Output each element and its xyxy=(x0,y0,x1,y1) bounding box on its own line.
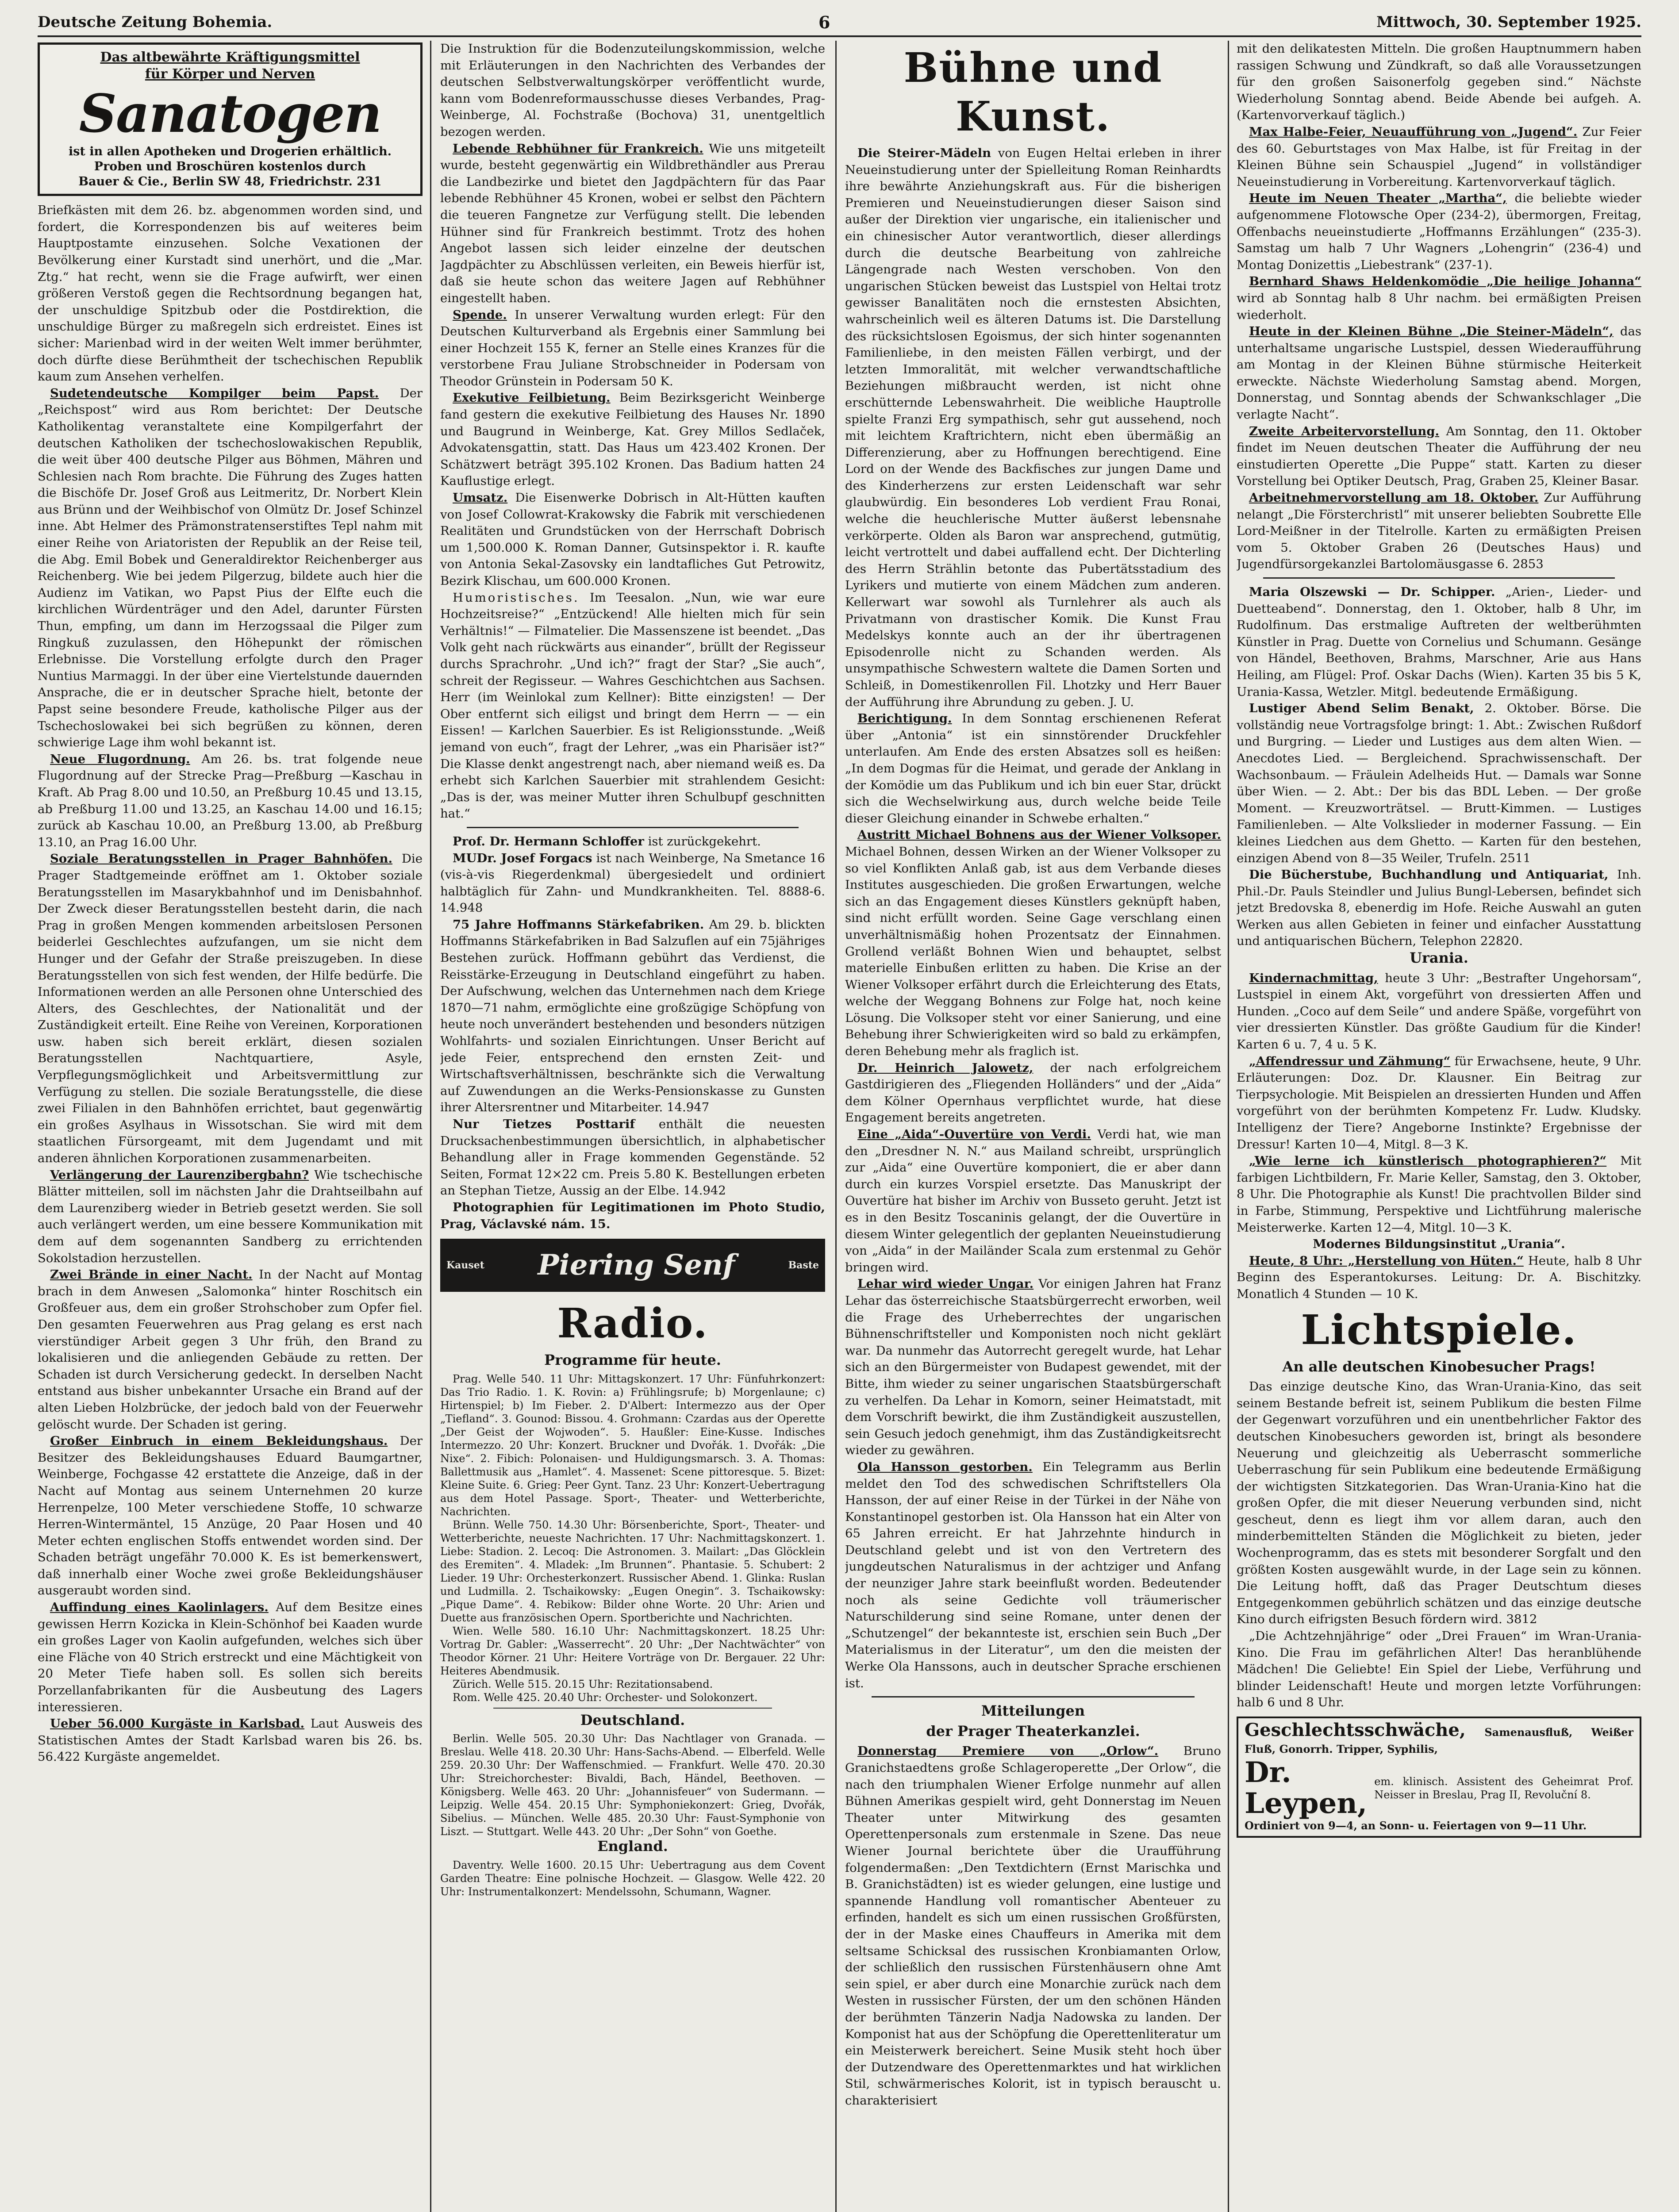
article-text: Am Sonntag, den 11. Oktober findet im Neuen deutschen Theater die Aufführung der neu einstudierten Operette „Die Puppe“ statt. Karten zu dieser Vorstellung bei Optiker Deutsch, Prag, Graben 25, Kleiner Basar. xyxy=(1237,424,1641,488)
article-text: In der Nacht auf Montag brach in dem Anwesen „Salomonka“ hinter Roschitsch ein Großfeuer aus, dem ein großer Strohschober zum Opfer fiel. Den gesamten Feuerwehren aus Prag gelang es erst nach vierstündiger Arbeit gegen 3 Uhr früh, den Brand zu lokalisieren und die anliegenden Gebäude zu retten. Der Schaden ist durch Versicherung gedeckt. In derselben Nacht entstand aus bisher unbekannter Ursache ein Brand auf der alten Lieben Holzbrücke, der jedoch bald von der Feuerwehr gelöscht wurde. Der Schaden ist gering. xyxy=(38,1267,423,1432)
article-text: Wie uns mitgeteilt wurde, besteht gegenwärtig ein Wildbrethändler aus Prerau die Landbezirke und bietet den Jagdpächtern für das Paar lebende Rebhühner 45 Kronen, wobei er selbst den Pächtern die teueren Fangnetze zur Verfügung stellt. Die lebenden Hühner sind für Frankreich bestimmt. Trotz des hohen Angebot lassen sich leider einzelne der deutschen Jagdpächter zu Abschlüssen verleiten, ein Beweis hierfür ist, daß sie heute schon das weitere Jagen auf Rebhühner eingestellt haben. xyxy=(440,141,825,305)
notice-heading: MUDr. Josef Forgacs xyxy=(453,851,592,865)
article-text: Die Instruktion für die Bodenzuteilungskommission, welche mit Erläuterungen in den Nachrichten des Verbandes der deutschen Selbstverwaltungskörper veröffentlicht wurde, kann vom Bodenreformausschusse dieses Verbandes, Prag-Weinberge, Al. Fochstraße (Bochova) 31, unentgeltlich bezogen werden. xyxy=(440,42,825,139)
article-heading: Verlängerung der Laurenzibergbahn? xyxy=(50,1167,309,1182)
column-rule xyxy=(835,41,837,2212)
article-text: Laut Ausweis des Statistischen Amtes der Stadt Karlsbad waren bis 26. bs. 56.422 Kurgäste angemeldet. xyxy=(38,1717,423,1764)
article-heading: Sudetendeutsche Kompilger beim Papst. xyxy=(50,386,379,400)
theater-notices-title: Mitteilungen xyxy=(981,1702,1085,1720)
article-text: die beliebte wieder aufgenommene Flotowsche Oper (234-2), übermorgen, Freitag, Offenbachs neueinstudierte „Hoffmanns Erzählungen“ (235-3). Samstag um halb 7 Uhr Wagners „Lohengrin“ (236-4) und Montag Donizettis „Liebestrank“ (237-1). xyxy=(1237,191,1641,272)
article-heading: Neue Flugordnung. xyxy=(50,752,190,766)
section-title-lichtspiele: Lichtspiele. xyxy=(1301,1306,1577,1354)
section-separator xyxy=(1263,577,1615,579)
article-text: wird ab Sonntag halb 8 Uhr nachm. bei ermäßigten Preisen wiederholt. xyxy=(1237,291,1641,322)
cinema-text-body: Das einzige deutsche Kino, das Wran-Urania-Kino, das seit seinem Bestande befreit ist, seinem Publikum die besten Filme der Gegenwart vorzuführen und ein unentbehrlicher Faktor des deutschen Kinobesuchers geworden ist, bringt als besondere Neuerung und gleichzeitig als Ueberrascht sommerliche Ueberraschung für sein Publikum eine bedeutende Ermäßigung der wichtigsten Sitzkategorien. Das Wran-Urania-Kino hat die großen Opfer, die mit dieser Neuerung verbunden sind, nicht gescheut, denn es liegt ihm vor allem daran, auch den minderbemittelten Ständen die Möglichkeit zu bieten, jeder Wochenprogramm, das es stets mit besonderer Sorgfalt und den größten Kosten ausgewählt wurde, in der Lage sein zu können. Die Leitung hofft, daß das Prager Deutschtum dieses Entgegenkommen gebührlich schätzen und das einzige deutsche Kino durch eifrigsten Besuch fördern wird. xyxy=(1237,1379,1641,1627)
leypen-ad-body xyxy=(1245,1757,1633,1819)
article-heading: Ueber 56.000 Kurgäste in Karlsbad. xyxy=(50,1717,305,1731)
article-text: das unterhaltsame ungarische Lustspiel, dessen Wiederaufführung am Montag in der Kleinen Bühne stürmische Heiterkeit erweckte. Nächste Wiederholung Samstag abend. Morgen, Donnerstag, und Sonntag abends der Schwankschlager „Die verlagte Nacht“. xyxy=(1237,324,1641,422)
article-text: Ein Telegramm aus Berlin meldet den Tod des schwedischen Schriftstellers Ola Hansson, der auf einer Reise in der Türkei in der Nähe von Konstantinopel gestorben ist. Ola Hansson hat ein Alter von 65 Jahren erreicht. Er hat Jahrzehnte hindurch in Deutschland gelebt und ist von den Vertretern des jungdeutschen Naturalismus in der achtziger und Anfang der neunziger Jahre stark beeinflußt worden. Bedeutender noch als seine Gedichte voll träumerischer Naturschilderung sind seine Romane, unter denen der „Schutzengel“ der bekannteste ist, erschien sein Buch „Der Materialismus in der Literatur“, um den die meisten der Werke Ola Hanssons, auch in deutscher Sprache erschienen ist. xyxy=(845,1459,1221,1690)
article-heading: Heute in der Kleinen Bühne „Die Steiner-Mädeln“, xyxy=(1249,324,1614,339)
article-heading: Spende. xyxy=(453,307,507,322)
article-text: von Eugen Heltai erleben in ihrer Neueinstudierung unter der Spielleitung Roman Reinhardts ihre bewährte Anziehungskraft aus. Für die bisherigen Premieren und Neueinstudierungen dieser Saison sind außer der Direktion vier ungarische, ein italienischer und ein chinesischer Autor verantwortlich, dieser allerdings durch die deutsche Bearbeitung von zahlreiche Längengrade nach Westen verschoben. Von den ungarischen Stücken beweist das Lustspiel von Heltai trotz gewisser Banalitäten noch die ernstesten Absichten, wahrscheinlich weil es älteren Datums ist. Die Darstellung des rücksichtslosen Egoismus, der sich hinter sogenannten Familienliebe, in den meisten Fällen verbirgt, und der letzten Immoralität, mit welcher verwandtschaftliche Beziehungen mißbraucht werden, ist nicht ohne erschütternde Lebenswahrheit. Die weibliche Hauptrolle spielte Franzi Erg sympathisch, sehr gut aussehend, noch mit leichtem Kraftrichtern, nicht eben übermäßig an Differenzierung, aber zu Hoffnungen berechtigend. Eine Lord on der Wende des Backfisches zur jungen Dame und des Kinderherzens zur ersten Leidenschaft war sehr glaubwürdig. Ein besonderes Lob verdient Frau Ronai, welche die heuchlerische Mutter äußerst lebensnahe verkörperte. Olden als Baron war ansprechend, gutmütig, leicht vertrottelt und dabei auffallend echt. Der Dichterling des Herrn Strählin betonte das Pubertätsstadium des Lyrikers und mutierte von einem Mädchen zum anderen. Kellerwart war sowohl als Turnlehrer als auch als Privatmann von drastischer Komik. Die Kunst Frau Medelskys konnte auch an der ihr übertragenen Episodenrolle nicht zu Schanden werden. Als unsympathische Schwestern waltete die Damen Sorten und Schleiß, in Domestikenrollen Fil. Lhotzky und Herr Bauer der Aufführung ihre Abrundung zu geben. J. U. xyxy=(845,146,1221,709)
event-heading: Kindernachmittag, xyxy=(1249,971,1378,985)
article-text: In dem Sonntag erschienenen Referat über „Antonia“ ist ein sinnstörender Druckfehler unterlaufen. Am Ende des ersten Absatzes soll es heißen: „In dem Dogmas für die Heimat, und gerade der Anklang in der Komödie um das Publikum und ich bin euer Star, drückt sich die Wechselwirkung aus, durch welche beide Teile dieser Gleichung einander in Schwebe erhalten.“ xyxy=(845,711,1221,826)
sanatogen-ad xyxy=(38,42,423,196)
notice-text: ist zurückgekehrt. xyxy=(648,834,761,849)
event-text: Mit farbigen Lichtbildern, Fr. Marie Keller, Samstag, den 3. Oktober, 8 Uhr. Die Photographie als Kunst! Die prachtvollen Bilder sind in Farbe, Stimmung, Perspektive und Lichtführung malerische Meisterwerke. Karten 12—4, Mitgl. 10—3 K. xyxy=(1237,1154,1641,1235)
notice-number: 14.948 xyxy=(440,901,483,915)
radio-program: Wien. Welle 580. 16.10 Uhr: Nachmittagskonzert. 18.25 Uhr: Vortrag Dr. Gabler: „Wasserrecht“. 20 Uhr: „Der Nachtwächter“ von Theodor Körner. 21 Uhr: Heitere Vorträge von Dr. Bergauer. 22 Uhr: Heiteres Abendmusik. xyxy=(440,1624,825,1677)
article-heading: Zwei Brände in einer Nacht. xyxy=(50,1267,253,1282)
event-heading: Heute, 8 Uhr: „Herstellung von Hüten.“ xyxy=(1249,1253,1524,1268)
notice-number: 3812 xyxy=(1506,1612,1537,1627)
notice-heading: Prof. Dr. Hermann Schloffer xyxy=(453,834,644,849)
page-number: 6 xyxy=(818,12,830,32)
article-heading: Ola Hansson gestorben. xyxy=(857,1459,1033,1474)
article-text: mit den delikatesten Mitteln. Die großen Hauptnummern haben rassigen Schwung und Zündkraft, so daß alle Voraussetzungen für den großen Saisonerfolg gegeben sind.“ Nächste Wiederholung Sonntag abend. Beide Abende bei aufgeh. A. (Kartenvorverkauf täglich.) xyxy=(1237,42,1641,123)
section-separator xyxy=(467,827,799,828)
article-text: Im Teesalon. „Nun, wie war eure Hochzeitsreise?“ „Entzückend! Alle hielten mich für sein Verhältnis!“ — Filmatelier. Die Massenszene ist beendet. „Das Volk geht nach rückwärts aus einander“, brüllt der Regisseur durchs Sprachrohr. „Und ich?“ fragt der Star? „Sie auch“, schreit der Regisseur. — Wahres Geschichtchen aus Sachsen. Herr (im Weinlokal zum Kellner): Bitte einzigsten! — Der Ober entfernt sich eiligst und bringt dem Herrn — — ein Eissen! — Karlchen Sauerbier. Es ist Religionsstunde. „Weiß jemand von euch“, fragt der Lehrer, „was ein Pharisäer ist?“ Die Klasse denkt angestrengt nach, aber niemand weiß es. Da erhebt sich Karlchen Sauerbier mit strahlendem Gesicht: „Das is der, was meiner Mutter ihren Schulbupf geschnitten hat.“ xyxy=(440,590,825,821)
ad-headline-2: für Körper und Nerven xyxy=(145,66,315,82)
section-separator xyxy=(872,1696,1195,1697)
notice-heading: 75 Jahre Hoffmanns Stärkefabriken. xyxy=(453,917,704,932)
event-text: Heute, halb 8 Uhr Beginn des Esperantokurses. Leitung: Dr. A. Bischitzky. Monatlich 4 Stunden — 10 K. xyxy=(1237,1253,1641,1301)
notice-number: 2511 xyxy=(1499,851,1531,865)
radio-subtitle: Programme für heute. xyxy=(544,1352,721,1369)
leypen-name: Dr. Leypen, xyxy=(1245,1756,1368,1820)
notice-text: enthält die neuesten Drucksachenbestimmungen übersichtlich, in alphabetischer Behandlung aller in Frage kommenden Gegenstände. 52 Seiten, Format 12×22 cm. Preis 5.80 K. Bestellungen erbeten an Stephan Tietze, Aussig an der Elbe. xyxy=(440,1117,825,1198)
column-rule xyxy=(1228,41,1229,2212)
column-3 xyxy=(845,41,1221,2212)
notice-text: Am 29. b. blickten Hoffmanns Stärkefabriken in Bad Salzuflen auf ein 75jähriges Bestehen zurück. Hoffmann gebührt das Verdienst, die Reisstärke-Erzeugung in Deutschland eingeführt zu haben. Der Aufschwung, welchen das Unternehmen nach dem Kriege 1870—71 nahm, ermöglichte eine großzügige Schöpfung von heute noch unverändert bestehenden und besonders nützigen Wohlfahrts- und sozialen Einrichtungen. Unser Bericht auf jede Feier, entsprechend den ernsten Zeit- und Wirtschaftsverhältnissen, beschränkte sich die Verwaltung auf Zuwendungen an die Werks-Pensionskasse zu Gunsten ihrer Altersrentner und Mitarbeiter. xyxy=(440,917,825,1115)
radio-section-england: England. xyxy=(597,1838,668,1855)
article-heading: Dr. Heinrich Jalowetz, xyxy=(857,1060,1034,1075)
leypen-ad-head xyxy=(1245,1722,1633,1757)
column-rule xyxy=(430,41,431,2212)
article-text: Auf dem Besitze eines gewissen Herrn Kozicka in Klein-Schönhof bei Kaaden wurde ein großes Lager von Kaolin aufgefunden, welches sich über eine Fläche von 40 Strich erstreckt und eine Mächtigkeit von 20 Meter Tiefe haben soll. Es sollen sich bereits Porzellanfabrikanten für die Ausbeutung des Lagers interessieren. xyxy=(38,1600,423,1714)
article-text: Bruno Granichstaedtens große Schlageroperette „Der Orlow“, die nach den triumphalen Wiener Erfolge nunmehr auf allen Bühnen Amerikas gespielt wird, geht Donnerstag im Neuen Theater unter Mitwirkung des gesamten Operettenpersonals zum erstenmale in Szene. Das neue Wiener Journal berichtete über die Uraufführung folgendermaßen: „Den Textdichtern (Ernst Marischka und B. Granichstädten) ist es wieder gelungen, eine lustige und spannende Handlung voll romantischer Abenteuer zu erfinden, handelt es sich um einen russischen Großfürsten, der in der Maske eines Chauffeurs in Amerika mit dem seltsame Schicksal des russischen Kronbiamanten Orlow, der schließlich den russischen Fürstenhäusern ohne Amt sein spiel, er aber durch eine Monarchie zurück nach dem Westen in russischer Fürsten, der um den schönen Händen der berühmten Tänzerin Nadja Nadowska zu landen. Der Komponist hat aus der Schöpfung die Operettenliteratur um ein Meisterwerk bereichert. Seine Musik steht hoch über der Dutzendware des Operettenmarktes und hat wirklichen Stil, schwärmerisches Kolorit, ist in typisch berauscht u. charakterisiert xyxy=(845,1744,1221,2108)
article-heading: Max Halbe-Feier, Neuaufführung von „Jugend“. xyxy=(1249,124,1578,139)
article-text: Vor einigen Jahren hat Franz Lehar das österreichische Staatsbürgerrecht erworben, weil die Frage des Urheberrechtes der ungarischen Bühnenschriftsteller und Komponisten noch nicht geklärt war. Da nunmehr das Autorrecht geregelt wurde, hat Lehar sich an den Bürgermeister von Budapest gewendet, mit der Bitte, ihm wieder zu seiner ungarischen Staatsbürgerschaft zu verhelfen. Da Lehar in Komorn, seiner Heimatstadt, mit dem Vorschrift bewirkt, die ihm Zuständigkeit auszustellen, sein Gesuch jedoch genehmigt, ihm das Zuständigkeitsrecht wieder zu gewähren. xyxy=(845,1277,1221,1458)
masthead-date: Mittwoch, 30. September 1925. xyxy=(1376,13,1641,31)
notice-number: 14.947 xyxy=(667,1100,710,1115)
article-heading: Bernhard Shaws Heldenkomödie „Die heilige Johanna“ xyxy=(1249,274,1641,289)
article-heading: Heute im Neuen Theater „Martha“, xyxy=(1249,191,1507,206)
article-text: Beim Bezirksgericht Weinberge fand gestern die exekutive Feilbietung des Hauses Nr. 1890 und Baugrund in Weinberge, Kat. Grey Millos Sedlaček, Advokatensgattin, statt. Das Haus um 423.402 Kronen. Der Schätzwert beträgt 395.102 Kronen. Das Badium hatten 24 Kauflustige erlegt. xyxy=(440,391,825,488)
notice-number: 14.942 xyxy=(683,1183,726,1198)
article-text: Verdi hat, wie man den „Dresdner N. N.“ aus Mailand schreibt, ursprünglich zur „Aida“ eine Ouvertüre komponiert, die er aber dann durch ein kurzes Vorspiel ersetzte. Das Manuskript der Ouvertüre hat bisher im Archiv von Busseto geruht. Jetzt ist es in den Besitz Toscaninis gelangt, der die Ouvertüre in diesem Winter gelegentlich der geplanten Neueinstudierung von „Aida“ in der Mailänder Scala zum erstenmal zu Gehör bringen wird. xyxy=(845,1127,1221,1275)
article-text: Briefkästen mit dem 26. bz. abgenommen worden sind, und fordert, die Korrespondenzen bis auf weiteres beim Hauptpostamte einzusehen. Solche Vexationen der Bevölkerung einer Kurstadt sind unerhört, und die „Mar. Ztg.“ hat recht, wenn sie die Frage aufwirft, wer einen größeren Verstoß gegen die Rechtsordnung begangen hat, der unschuldige Spitzbub oder die Postdirektion, die unschuldige Bürger zu maßregeln sich erdreistet. Eines ist sicher: Marienbad wird in der weiten Welt immer berühmter, doch dürfte diese Berühmtheit der tschechischen Republik kaum zum Ansehen verhelfen. xyxy=(38,203,423,384)
article-text: Zur Aufführung nelangt „Die Försterchristl“ mit unserer beliebten Soubrette Elle Lord-Meißner in der Titelrolle. Karten zu ermäßigten Preisen vom 5. Oktober Graben 26 (Deutsches Haus) und Jugendfürsorgekanzlei Bartolomäusgasse 6. xyxy=(1237,491,1641,572)
article-heading: Exekutive Feilbietung. xyxy=(453,391,611,405)
cinema-text-2: „Die Achtzehnjährige“ oder „Drei Frauen“ im Wran-Urania-Kino. Die Frau im gefährlichen Alter! Das heranblühende Mädchen! Die Geliebte! Ein Spiel der Liebe, Verführung und blinder Leidenschaft! Heute und morgen letzte Vorführungen: halb 6 und 8 Uhr. xyxy=(1237,1629,1641,1710)
radio-section-germany: Deutschland. xyxy=(580,1711,685,1728)
article-text: Michael Bohnen, dessen Wirken an der Wiener Volksoper zu so viel Konflikten Anlaß gab, ist aus dem Verbande dieses Institutes ausgeschieden. Die großen Erwartungen, welche sich an das Engagement dieses Künstlers geknüpft haben, sind nicht erfüllt worden. Seine Gage verschlang einen unverhältnismäßig hohen Prozentsatz der Einnahmen. Grollend verläßt Bohnen Wien und behauptet, selbst materielle Einbußen erlitten zu haben. Die Krise an der Wiener Volksoper erfährt durch die Erleichterung des Etats, welche der Weggang Bohnens zur Folge hat, noch keine Lösung. Die Volksoper steht vor einer Sanierung, und eine Behebung ihrer Schwierigkeiten wird so bald zu erkämpfen, deren Behebung mehr als fraglich ist. xyxy=(845,844,1221,1059)
article-heading: Soziale Beratungsstellen in Prager Bahnhöfen. xyxy=(50,852,393,866)
article-heading: Donnerstag Premiere von „Orlow“. xyxy=(857,1744,1159,1759)
page-header xyxy=(38,9,1641,37)
article-text: Der „Reichspost“ wird aus Rom berichtet: Der Deutsche Katholikentag veranstaltete eine Kompilgerfahrt der deutschen Katholiken der tschechoslowakischen Republik, die weit über 400 deutsche Pilger aus Böhmen, Mähren und Schlesien nach Rom brachte. Die Führung des Zuges hatten die Bischöfe Dr. Josef Groß aus Leitmeritz, Dr. Norbert Klein aus Brünn und der Weihbischof von Olmütz Dr. Josef Schinzel inne. Abt Helmer des Prämonstratenserstiftes Tepl nahm mit einer Reihe von Ariatoristen der Republik an der Reise teil, die Abg. Emil Bobek und Generaldirektor Reichenberger aus Reichenberg. Wie bei jedem Pilgerzug, bildete auch hier die Audienz im Vatikan, wo Papst Pius der Elfte euch die kirchlichen Würdenträger und den Adel, darunter Fürsten Thun, empfing, um dann im Herzogssaal die Pilger zum Ringkuß zuzulassen, den Höhepunkt der römischen Erlebnisse. Die Vorstellung erfolgte durch den Prager Nuntius Marmaggi. In der über eine Viertelstunde dauernden Ansprache, die er in deutscher Sprache hielt, betonte der Papst seine besondere Freude, katholische Pilger aus der Tschechoslowakei bei sich begrüßen zu können, deren schwierige Lage ihm wohl bekannt ist. xyxy=(38,386,423,750)
leypen-ad-conditions: Samenausfluß, Weißer Fluß, Gonorrh. Tripper, Syphilis, xyxy=(1245,1726,1633,1755)
lichtspiele-subtitle: An alle deutschen Kinobesucher Prags! xyxy=(1282,1358,1596,1375)
notice-number: 2853 xyxy=(1512,557,1544,572)
article-heading: Großer Einbruch in einem Bekleidungshaus. xyxy=(50,1434,388,1448)
event-heading: „Affendressur und Zähmung“ xyxy=(1249,1054,1451,1068)
article-text: der nach erfolgreichem Gastdirigieren des „Fliegenden Holländers“ und der „Aida“ dem Kölner Opernhaus verpflichtet wurde, hat diese Engagement bereits angetreten. xyxy=(845,1060,1221,1125)
event-heading: Lustiger Abend Selim Benakt, xyxy=(1249,701,1474,716)
ad-samples: Proben und Broschüren kostenlos durch xyxy=(94,160,366,174)
ad-availability: ist in allen Apotheken und Drogerien erhältlich. xyxy=(68,145,392,159)
article-text: Wie tschechische Blätter mitteilen, soll im nächsten Jahr die Drahtseilbahn auf dem Laurenziberg wieder in Betrieb gesetzt werden. Sie soll auch verlängert werden, um eine bessere Kommunikation mit dem auf dem sogenannten Sandberg zu errichtenden Sokolstadion herzustellen. xyxy=(38,1167,423,1265)
radio-program: Prag. Welle 540. 11 Uhr: Mittagskonzert. 17 Uhr: Fünfuhrkonzert: Das Trio Radio. 1. K. Rovin: a) Frühlingsrufe; b) Morgenlaune; c) Hirtenspiel; b) Im Fieber. 2. D'Albert: Intermezzo aus der Oper „Tiefland“. 3. Gounod: Bissou. 4. Grohmann: Czardas aus der Operette „Der Geist der Wojwoden“. 5. Haußler: Eine-Kusse. Indisches Intermezzo. 20 Uhr: Konzert. Bruckner und Dvořák. 1. Dvořák: „Die Nixe“. 2. Fibich: Polonaisen- und Huldigungsmarsch. 3. A. Thomas: Ballettmusik aus „Hamlet“. 4. Massenet: Scene pittoresque. 5. Bizet: Kleine Suite. 6. Grieg: Peer Gynt. Tanz. 23 Uhr: Konzert-Uebertragung aus dem Hotel Passage. Sport-, Theater- und Wetterberichte, Nachrichten. xyxy=(440,1372,825,1518)
ad-address: Bauer & Cie., Berlin SW 48, Friedrichstr. 231 xyxy=(78,175,382,189)
radio-program: Rom. Welle 425. 20.40 Uhr: Orchester- und Solokonzert. xyxy=(453,1691,758,1704)
article-heading: Eine „Aida“-Ouvertüre von Verdi. xyxy=(857,1127,1091,1142)
sanatogen-logo: Sanatogen xyxy=(79,83,381,145)
shop-heading: Die Bücherstube, Buchhandlung und Antiquariat, xyxy=(1249,868,1609,882)
leypen-address: em. klinisch. Assistent des Geheimrat Prof. Neisser in Breslau, Prag II, Revoluční 8. xyxy=(1374,1775,1633,1801)
article-text: Der Besitzer des Bekleidungshauses Eduard Baumgartner, Weinberge, Fochgasse 42 erstattete die Anzeige, daß in der Nacht auf Montag aus seinem Unternehmen 20 kurze Herrenpelze, 100 Meter verschiedene Stoffe, 10 schwarze Herren-Wintermäntel, 15 Anzüge, 20 Paar Hosen und 40 Meter echten englischen Stoffs entwendet worden sind. Der Schaden beträgt ungefähr 70.000 K. Es ist bemerkenswert, daß innerhalb einer Woche zwei große Bekleidungshäuser ausgeraubt worden sind. xyxy=(38,1434,423,1598)
event-text: für Erwachsene, heute, 9 Uhr. Erläuterungen: Doz. Dr. Klausner. Ein Beitrag zur Tierpsychologie. Mit Beispielen an dressierten Hunden und Affen vorgeführt von der berühmten Kompetenz Fr. Ludw. Kludsky. Intelligenz der Tiere? Angeborne Instinkte? Ergebnisse der Dressur! Karten 10—4, Mitgl. 8—3 K. xyxy=(1237,1054,1641,1152)
leypen-ad xyxy=(1237,1717,1641,1838)
leypen-hours: Ordiniert von 9—4, an Sonn- u. Feiertagen von 9—11 Uhr. xyxy=(1245,1819,1587,1832)
article-heading: Humoristisches. xyxy=(453,590,580,605)
ad-side-left: Kauset xyxy=(446,1260,484,1271)
ad-headline: Das altbewährte Kräftigungsmittel xyxy=(100,50,360,65)
article-heading: Die Steirer-Mädeln xyxy=(857,146,991,160)
section-title-buehne: Bühne und Kunst. xyxy=(903,44,1163,140)
radio-title: Radio. xyxy=(557,1299,708,1348)
notice-text: ist nach Weinberge, Na Smetance 16 (vis-à-vis Riegerdenkmal) übergesiedelt und ordiniert halbtäglich für Zahn- und Mundkrankheiten. Tel. 8888-6. xyxy=(440,851,825,899)
shop-text: Inh. Phil.-Dr. Pauls Steindler und Julius Bungl-Lebersen, befindet sich jetzt Bredovska 8, ebenerdig im Hofe. Reiche Auswahl an guten Werken aus allen Gebieten in feiner und einfacher Ausstattung und antiquarischen Büchern, Telephon 22820. xyxy=(1237,868,1641,949)
column-2 xyxy=(440,41,825,2212)
article-heading: Lehar wird wieder Ungar. xyxy=(857,1277,1034,1291)
theater-notices-subtitle: der Prager Theaterkanzlei. xyxy=(926,1722,1140,1740)
radio-program: Daventry. Welle 1600. 20.15 Uhr: Uebertragung aus dem Covent Garden Theatre: Eine polnische Hochzeit. — Glasgow. Welle 422. 20 Uhr: Instrumentalkonzert: Mendelssohn, Schumann, Wagner. xyxy=(440,1859,825,1898)
article-heading: Auffindung eines Kaolinlagers. xyxy=(50,1600,269,1615)
article-heading: Lebende Rebhühner für Frankreich. xyxy=(453,141,703,156)
radio-program: Brünn. Welle 750. 14.30 Uhr: Börsenberichte, Sport-, Theater- und Wetterberichte, neueste Nachrichten. 17 Uhr: Nachmittagskonzert. 1. Liebe: Stadion. 2. Lecoq: Die Astronomen. 3. Mailart: „Das Glöcklein des Eremiten“. 4. Mladek: „Im Brunnen“. Phantasie. 5. Schubert: 2 Lieder. 19 Uhr: Orchesterkonzert. Russischer Abend. 1. Glinka: Ruslan und Ludmilla. 2. Tschaikowsky: „Eugen Onegin“. 3. Tschaikowsky: „Pique Dame“. 4. Rebikow: Bilder ohne Worte. 20 Uhr: Arien und Duette aus französischen Opern. Sportberichte und Nachrichten. xyxy=(440,1518,825,1624)
notice-heading: Nur Tietzes Posttarif xyxy=(453,1117,635,1131)
article-text: Zur Feier des 60. Geburtstages von Max Halbe, ist für Freitag in der Kleinen Bühne sein Schauspiel „Jugend“ in vollständiger Neueinstudierung in Vorbereitung. Kartenvorverkauf täglich. xyxy=(1237,124,1641,189)
event-text: 2. Oktober. Börse. Die vollständig neue Vortragsfolge bringt: 1. Abt.: Zwischen Rußdorf und Burgring. — Lieder und Lustiges aus dem alten Wien. — Anecdotes Lied. — Bergleichend. Sprachwissenschaft. Der Wachsonbaum. — Fräulein Adelheids Hut. — Damals war Sonne über Wien. — 2. Abt.: Der bis das BDL Leben. — Der große Moment. — Kreuzworträtsel. — Brutt-Kimmen. — Lustiges Familienleben. — Alte Volkslieder in moderner Fassung. — Ein kleines Liedchen aus dem Ghetto. — Karten für den bestehen, einzigen Abend von 8—35 Weiler, Trufeln. xyxy=(1237,701,1641,865)
ad-side-right: Baste xyxy=(788,1260,819,1271)
radio-separator xyxy=(493,1708,772,1709)
article-text: In unserer Verwaltung wurden erlegt: Für den Deutschen Kulturverband als Ergebnis einer Sammlung bei einer Hochzeit 155 K, ferner an Stelle eines Kranzes für die verstorbene Frau Juliane Strobschneider in Podersam von Theodor Grünstein in Podersam 50 K. xyxy=(440,307,825,388)
article-text: Am 26. bs. trat folgende neue Flugordnung auf der Strecke Prag—Preßburg —Kaschau in Kraft. Ab Prag 8.00 und 10.50, an Preßburg 10.45 und 13.15, ab Preßburg 11.00 und 13.25, an Kaschau 14.00 und 16.15; zurück ab Kaschau 10.00, an Preßburg 13.00, ab Preßburg 13.10, an Prag 16.00 Uhr. xyxy=(38,752,423,849)
article-heading: Arbeitnehmervorstellung am 18. Oktober. xyxy=(1249,491,1539,505)
article-text: Die Eisenwerke Dobrisch in Alt-Hütten kauften von Josef Collowrat-Krakowsky die Fabrik mit verschiedenen Realitäten und Grundstücken von der Herrschaft Dobrisch um 1,500.000 K. Roman Danner, Gutsinspektor i. R. kaufte von Antonia Sekal-Zasovsky ein landtafliches Gut Petrowitz, Bezirk Klischau, um 600.000 Kronen. xyxy=(440,491,825,588)
leypen-ad-title: Geschlechtsschwäche, xyxy=(1245,1720,1466,1740)
column-4 xyxy=(1237,41,1641,2212)
column-1 xyxy=(38,41,423,2212)
radio-program: Zürich. Welle 515. 20.15 Uhr: Rezitationsabend. xyxy=(453,1678,713,1690)
urania-institute-heading: Modernes Bildungsinstitut „Urania“. xyxy=(1313,1237,1565,1252)
article-heading: Zweite Arbeitervorstellung. xyxy=(1249,424,1440,438)
masthead-left: Deutsche Zeitung Bohemia. xyxy=(38,13,273,31)
article-heading: Umsatz. xyxy=(453,491,508,505)
article-heading: Austritt Michael Bohnens aus der Wiener Volksoper. xyxy=(857,828,1221,842)
event-heading: „Wie lerne ich künstlerisch photographieren?“ xyxy=(1249,1154,1607,1168)
concert-heading: Maria Olszewski — Dr. Schipper. xyxy=(1249,585,1495,599)
notice-heading: Photographien für Legitimationen im Photo Studio, Prag, Václavské nám. 15. xyxy=(440,1200,825,1231)
article-heading: Berichtigung. xyxy=(857,711,952,726)
event-text: heute 3 Uhr: „Bestrafter Ungehorsam“, Lustspiel in einem Akt, vorgeführt von dressierten Affen und Hunden. „Coco auf dem Seile“ und andere Späße, vorgeführt von vier dressierten Künstler. Das größte Gaudium für die Kinder! Karten 6 u. 7, 4 u. 5 K. xyxy=(1237,971,1641,1052)
concert-text: „Arien-, Lieder- und Duetteabend“. Donnerstag, den 1. Oktober, halb 8 Uhr, im Rudolfinum. Das erstmalige Auftreten der weltberühmten Künstler in Prag. Duette von Cornelius und Schumann. Gesänge von Händel, Beethoven, Brahms, Marschner, Arie aus Hans Heiling, am Flügel: Prof. Oskar Dachs (Wien). Karten 35 bis 5 K, Urania-Kassa, Wetzler. Mitgl. bedeutende Ermäßigung. xyxy=(1237,585,1641,699)
article-text: Die Prager Stadtgemeinde eröffnet am 1. Oktober soziale Beratungsstellen im Masarykbahnhof und im Denisbahnhof. Der Zweck dieser Beratungsstellen besteht darin, die nach Prag in großen Mengen kommenden arbeitslosen Personen beiderlei Geschlechtes aufzufangen, um sie nicht dem Hunger und der Gefahr der Straße preiszugeben. In diese Beratungsstellen von sich fest wenden, der Hilfe bedürfe. Die Informationen werden an alle Personen ohne Unterschied des Alters, des Geschlechtes, der Nationalität und der Zuständigkeit erteilt. Eine Reihe von Vereinen, Korporationen usw. haben sich bereit erklärt, diesen sozialen Beratungsstellen Nachtquartiere, Asyle, Verpflegungsmöglichkeit und Arbeitsvermittlung zur Verfügung zu stellen. Die soziale Beratungsstelle, die diese zwei Filialen in den Bahnhöfen errichtet, baut gegenwärtig ein großes Asylhaus in Wissotschan. Sie wird mit dem staatlichen Fürsorgeamt, mit dem Jugendamt und mit anderen ähnlichen Korporationen zusammenarbeiten. xyxy=(38,852,423,1166)
urania-title: Urania. xyxy=(1410,949,1468,967)
cinema-text xyxy=(1237,1379,1641,1628)
radio-program: Berlin. Welle 505. 20.30 Uhr: Das Nachtlager von Granada. — Breslau. Welle 418. 20.30 Uhr: Hans-Sachs-Abend. — Elberfeld. Welle 259. 20.30 Uhr: Der Waffenschmied. — Frankfurt. Welle 470. 20.30 Uhr: Streichorchester: Bivaldi, Bach, Händel, Beethoven. — Königsberg. Welle 463. 20 Uhr: „Johannisfeuer“ von Sudermann. — Leipzig. Welle 454. 20.15 Uhr: Symphoniekonzert: Grieg, Dvořák, Sibelius. — München. Welle 485. 20.30 Uhr: Faust-Symphonie von Liszt. — Stuttgart. Welle 443. 20 Uhr: „Der Sohn“ von Goethe. xyxy=(440,1732,825,1838)
piering-senf-logo: Piering Senf xyxy=(538,1248,735,1282)
piering-senf-ad xyxy=(440,1239,825,1292)
